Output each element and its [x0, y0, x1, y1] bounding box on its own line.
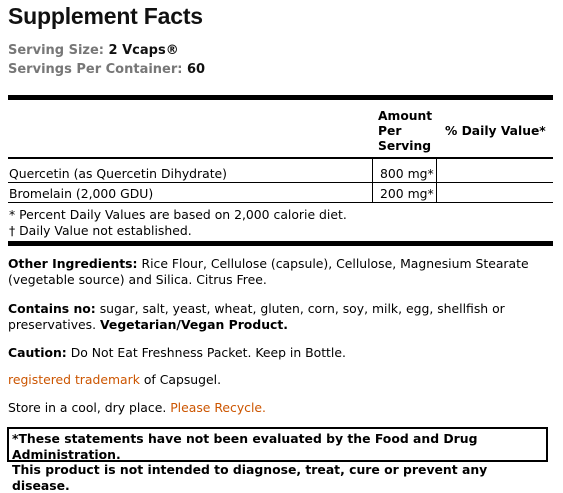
- storage-note: [8, 400, 553, 416]
- vegetarian-note: Vegetarian/Vegan Product.: [100, 316, 288, 332]
- contains-no-label: Contains no:: [8, 301, 96, 316]
- fda-disclaimer: [7, 427, 548, 493]
- amount-header-line: Per: [378, 124, 402, 138]
- trademark-text: of Capsugel.: [139, 372, 222, 387]
- table-bottom-rule: [8, 241, 553, 246]
- other-ingredients-text: Rice Flour, Cellulose (capsule), Cellulose, Magnesium Stearate (vegetable source) and Silica. Citrus Free.: [8, 256, 529, 287]
- registered-trademark-link[interactable]: registered trademark: [8, 372, 140, 387]
- other-ingredients-label: Other Ingredients:: [8, 256, 138, 271]
- amount-header: [378, 109, 432, 154]
- ingredient-amount: 200 mg*: [380, 186, 434, 201]
- other-ingredients: [8, 256, 553, 287]
- caution-label: Caution:: [8, 345, 67, 360]
- caution-text: Do Not Eat Freshness Packet. Keep in Bottle.: [66, 345, 346, 360]
- serving-size-label: Serving Size:: [8, 43, 105, 58]
- daily-value-header: % Daily Value*: [445, 124, 546, 138]
- ingredient-name: Bromelain (2,000 GDU): [9, 186, 154, 201]
- contains-no-text: sugar, salt, yeast, wheat, gluten, corn, soy, milk, egg, shellfish or preservatives.: [8, 301, 505, 332]
- page-title: Supplement Facts: [8, 3, 203, 29]
- amount-header-line: Amount: [378, 109, 433, 123]
- servings-per-container-value: 60: [187, 62, 206, 77]
- row-divider: [8, 182, 553, 183]
- row-divider: [8, 202, 553, 203]
- amount-header-line: Serving: [378, 139, 432, 153]
- servings-per-container: [8, 62, 205, 77]
- ingredient-name: Quercetin (as Quercetin Dihydrate): [9, 166, 228, 181]
- footnote-percent-dv: * Percent Daily Values are based on 2,000 calorie diet.: [9, 207, 347, 222]
- storage-text: Store in a cool, dry place.: [8, 400, 171, 415]
- table-top-rule: [8, 95, 553, 100]
- serving-size: [8, 43, 179, 58]
- please-recycle-link[interactable]: Please Recycle.: [170, 400, 266, 415]
- trademark-note: [8, 372, 553, 388]
- header-bottom-rule: [8, 157, 553, 159]
- disclaimer-line: This product is not intended to diagnose, treat, cure or prevent any disease.: [12, 462, 488, 493]
- serving-size-value: 2 Vcaps®: [108, 43, 179, 58]
- ingredient-amount: 800 mg*: [380, 166, 434, 181]
- disclaimer-line: *These statements have not been evaluated by the Food and Drug Administration.: [12, 431, 478, 462]
- column-divider: [436, 159, 437, 203]
- servings-per-container-label: Servings Per Container:: [8, 62, 183, 77]
- footnote-dv-not-established: † Daily Value not established.: [9, 223, 192, 238]
- contains-no: [8, 301, 553, 332]
- caution: [8, 345, 553, 361]
- column-divider: [372, 159, 373, 203]
